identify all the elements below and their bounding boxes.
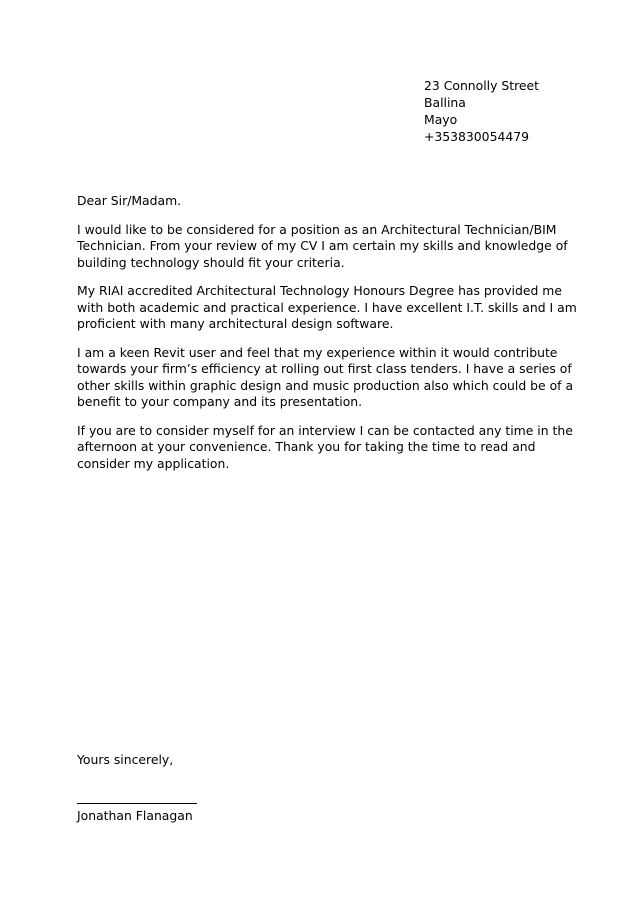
paragraph-intro: I would like to be considered for a position as an Architectural Technician/BIM Technician. From your review of my CV I am certain my skills and knowledge of building technology should fit your criteria. xyxy=(77,221,568,270)
address-town: Ballina xyxy=(424,95,466,110)
address-street: 23 Connolly Street xyxy=(424,78,540,93)
paragraph-closing: If you are to consider myself for an interview I can be contacted any time in the afternoon at your convenience. Thank you for taking the time to read and consider my application. xyxy=(77,422,573,471)
signer-name: Jonathan Flanagan xyxy=(77,808,193,823)
paragraph-qualifications: My RIAI accredited Architectural Technology Honours Degree has provided me with both academic and practical experience. I have excellent I.T. skills and I am proficient with many architectural design software. xyxy=(77,283,577,331)
salutation: Dear Sir/Madam. xyxy=(77,193,182,208)
sender-address xyxy=(424,77,539,145)
letter-body xyxy=(77,193,577,484)
paragraph-skills: I am a keen Revit user and feel that my experience within it would contribute towards your firm’s efficiency at rolling out first class tenders. I have a series of other skills within graphic design and music production also which could be of a benefit to your company and its presentation. xyxy=(77,344,574,409)
signature-line xyxy=(77,803,197,804)
address-county: Mayo xyxy=(424,112,458,127)
address-phone: +353830054479 xyxy=(424,129,529,144)
closing: Yours sincerely, xyxy=(77,752,174,767)
